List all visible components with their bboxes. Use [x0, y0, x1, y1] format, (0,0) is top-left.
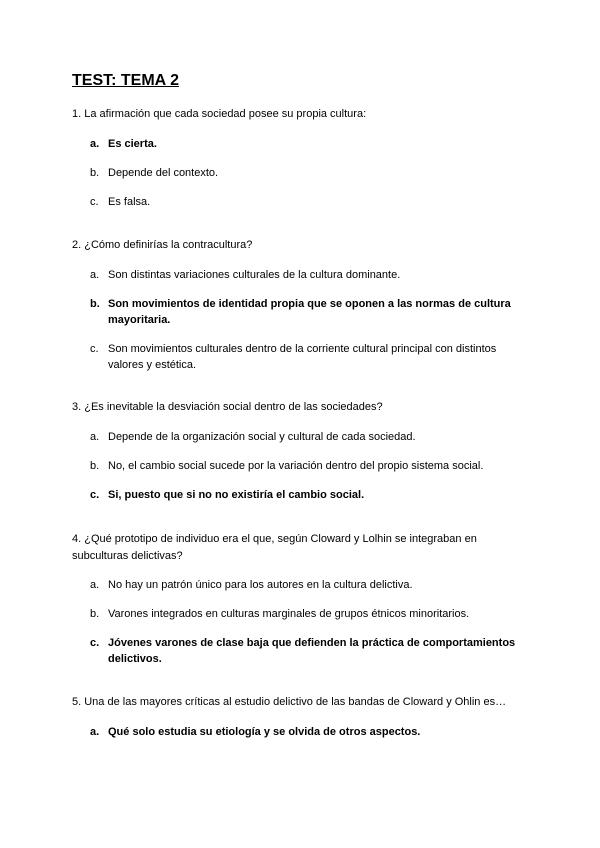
option-b — [72, 296, 532, 328]
options-list — [72, 267, 532, 373]
option-text: Jóvenes varones de clase baja que defienden la práctica de comportamientos delictivos. — [108, 637, 516, 665]
option-text: Son movimientos de identidad propia que se oponen a las normas de cultura mayoritaria. — [108, 298, 511, 326]
question-5 — [72, 694, 532, 740]
option-text: Depende del contexto. — [108, 167, 219, 179]
option-b — [72, 458, 532, 474]
options-list — [72, 724, 532, 740]
option-letter: a. — [90, 138, 100, 150]
question-3 — [72, 399, 532, 503]
option-text: Es cierta. — [108, 138, 157, 150]
option-text: Es falsa. — [108, 196, 151, 208]
option-text: Son distintas variaciones culturales de la cultura dominante. — [108, 269, 401, 281]
option-c — [72, 341, 532, 373]
option-b — [72, 606, 532, 622]
option-text: Son movimientos culturales dentro de la corriente cultural principal con distintos valores y estética. — [108, 343, 497, 371]
option-a — [72, 724, 532, 740]
option-c — [72, 487, 532, 503]
option-letter: b. — [90, 460, 100, 472]
question-text: 1. La afirmación que cada sociedad posee su propia cultura: — [72, 108, 367, 120]
option-text: Qué solo estudia su etiología y se olvida de otros aspectos. — [108, 726, 421, 738]
option-letter: b. — [90, 298, 100, 310]
option-c — [72, 194, 532, 210]
options-list — [72, 577, 532, 667]
option-text: Depende de la organización social y cultural de cada sociedad. — [108, 431, 416, 443]
question-text: 4. ¿Qué prototipo de individuo era el que, según Cloward y Lolhin se integraban en subculturas delictivas? — [72, 533, 477, 562]
question-4 — [72, 531, 532, 667]
question-2 — [72, 237, 532, 373]
option-text: Varones integrados en culturas marginales de grupos étnicos minoritarios. — [108, 608, 470, 620]
options-list — [72, 136, 532, 210]
option-b — [72, 165, 532, 181]
question-text: 2. ¿Cómo definirías la contracultura? — [72, 239, 253, 251]
question-text: 5. Una de las mayores críticas al estudio delictivo de las bandas de Cloward y Ohlin es… — [72, 696, 507, 708]
option-letter: b. — [90, 167, 100, 179]
option-letter: a. — [90, 726, 100, 738]
question-1 — [72, 106, 532, 210]
option-a — [72, 577, 532, 593]
option-c — [72, 635, 532, 667]
option-letter: c. — [90, 637, 100, 649]
options-list — [72, 429, 532, 503]
option-a — [72, 429, 532, 445]
option-letter: c. — [90, 196, 99, 208]
option-letter: a. — [90, 269, 100, 281]
option-a — [72, 267, 532, 283]
option-letter: a. — [90, 431, 100, 443]
option-letter: c. — [90, 489, 100, 501]
option-letter: c. — [90, 343, 99, 355]
option-text: Si, puesto que si no no existiría el cambio social. — [108, 489, 365, 501]
option-text: No, el cambio social sucede por la variación dentro del propio sistema social. — [108, 460, 484, 472]
option-letter: b. — [90, 608, 100, 620]
question-text: 3. ¿Es inevitable la desviación social dentro de las sociedades? — [72, 401, 383, 413]
option-text: No hay un patrón único para los autores en la cultura delictiva. — [108, 579, 413, 591]
page-title: TEST: TEMA 2 — [72, 72, 179, 89]
option-a — [72, 136, 532, 152]
option-letter: a. — [90, 579, 100, 591]
